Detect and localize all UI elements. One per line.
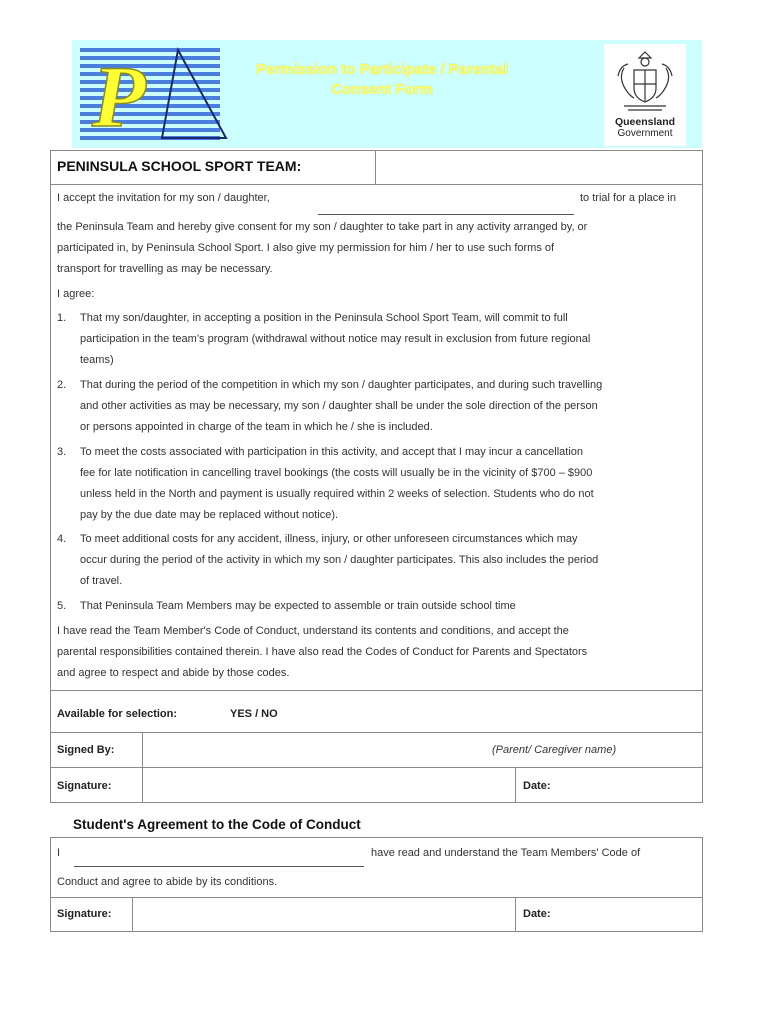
parent-signature-field[interactable] — [145, 769, 513, 801]
form-title-line2: Consent Form — [331, 81, 433, 98]
agreement-item — [80, 442, 695, 526]
yes-no-options[interactable]: YES / NO — [230, 708, 278, 720]
form-header — [72, 40, 702, 148]
item-line: That Peninsula Team Members may be expected to assemble or train outside school time — [80, 600, 516, 612]
agreement-item — [80, 596, 695, 617]
form-title-line1: Permission to Participate / Parental — [256, 61, 508, 78]
qld-logo-name: Queensland — [614, 116, 676, 128]
parent-date-label: Date: — [523, 780, 551, 792]
student-date-label: Date: — [523, 908, 551, 920]
child-name-field[interactable] — [318, 190, 574, 214]
consent-line1-left: I accept the invitation for my son / daughter, — [57, 192, 270, 204]
agreement-item — [80, 375, 695, 438]
consent-para-line: the Peninsula Team and hereby give consent for my son / daughter to take part in any activity arranged by, or — [57, 221, 588, 233]
parent-date-field[interactable] — [560, 769, 700, 801]
child-name-underline — [318, 214, 574, 215]
closing-line: and agree to respect and abide by those codes. — [57, 667, 290, 679]
agree-heading: I agree: — [57, 288, 95, 300]
item-number: 2. — [57, 379, 67, 391]
item-line: fee for late notification in cancelling travel bookings (the costs will usually be in the vicinity of $700 – $900 — [80, 467, 593, 479]
item-line: unless held in the North and payment is usually required within 2 weeks of selection. Students who do not — [80, 488, 594, 500]
queensland-government-logo — [604, 44, 686, 146]
item-line: To meet the costs associated with participation in this activity, and accept that I may incur a cancellation — [80, 446, 583, 458]
student-line1-right: have read and understand the Team Members' Code of — [371, 847, 641, 859]
student-line1-left: I — [57, 847, 61, 859]
closing-line: I have read the Team Member's Code of Conduct, understand its contents and conditions, and accept the — [57, 625, 569, 637]
available-for-selection-label: Available for selection: — [57, 708, 178, 720]
consent-line1-right: to trial for a place in — [580, 192, 676, 204]
signed-by-field[interactable] — [145, 734, 485, 764]
student-signature-field[interactable] — [135, 899, 513, 930]
team-name-field[interactable] — [378, 152, 700, 182]
item-line: of travel. — [80, 575, 123, 587]
peninsula-logo-icon — [78, 44, 228, 144]
agreement-item — [80, 529, 695, 592]
parent-caregiver-hint: (Parent/ Caregiver name) — [492, 744, 617, 756]
item-line: and other activities as may be necessary, my son / daughter shall be under the sole direction of the person — [80, 400, 598, 412]
item-line: or persons appointed in charge of the team in which he / she is included. — [80, 421, 433, 433]
item-line: To meet additional costs for any accident, illness, injury, or other unforeseen circumstances which may — [80, 533, 578, 545]
student-date-field[interactable] — [560, 899, 700, 930]
student-name-field[interactable] — [74, 845, 364, 867]
qld-logo-sub: Government — [617, 128, 673, 139]
consent-paragraph — [57, 217, 695, 280]
consent-para-line: transport for travelling as may be necessary. — [57, 263, 273, 275]
student-signature-label: Signature: — [57, 908, 112, 920]
item-line: pay by the due date may be replaced without notice). — [80, 509, 339, 521]
item-number: 5. — [57, 600, 67, 612]
parent-signature-label: Signature: — [57, 780, 112, 792]
student-agreement-title: Student's Agreement to the Code of Conduct — [73, 817, 361, 832]
signed-by-label: Signed By: — [57, 744, 115, 756]
agreement-item — [80, 308, 695, 371]
item-line: That my son/daughter, in accepting a position in the Peninsula School Sport Team, will commit to full — [80, 312, 568, 324]
item-number: 4. — [57, 533, 67, 545]
item-number: 1. — [57, 312, 67, 324]
item-line: teams) — [80, 354, 114, 366]
student-line2: Conduct and agree to abide by its conditions. — [57, 876, 278, 888]
form-title — [232, 60, 532, 100]
svg-text:P: P — [92, 49, 146, 144]
team-label: PENINSULA SCHOOL SPORT TEAM: — [57, 158, 302, 174]
closing-line: parental responsibilities contained therein. I have also read the Codes of Conduct for Parents and Spectators — [57, 646, 588, 658]
item-line: occur during the period of the activity in which my son / daughter participates. This also includes the period — [80, 554, 599, 566]
coat-of-arms-icon — [610, 46, 680, 116]
item-number: 3. — [57, 446, 67, 458]
item-line: That during the period of the competition in which my son / daughter participates, and during such travelling — [80, 379, 603, 391]
student-name-underline — [74, 866, 364, 867]
item-line: participation in the team’s program (withdrawal without notice may result in exclusion from future regional — [80, 333, 591, 345]
closing-paragraph — [57, 621, 695, 684]
consent-para-line: participated in, by Peninsula School Sport. I also give my permission for him / her to use such forms of — [57, 242, 555, 254]
